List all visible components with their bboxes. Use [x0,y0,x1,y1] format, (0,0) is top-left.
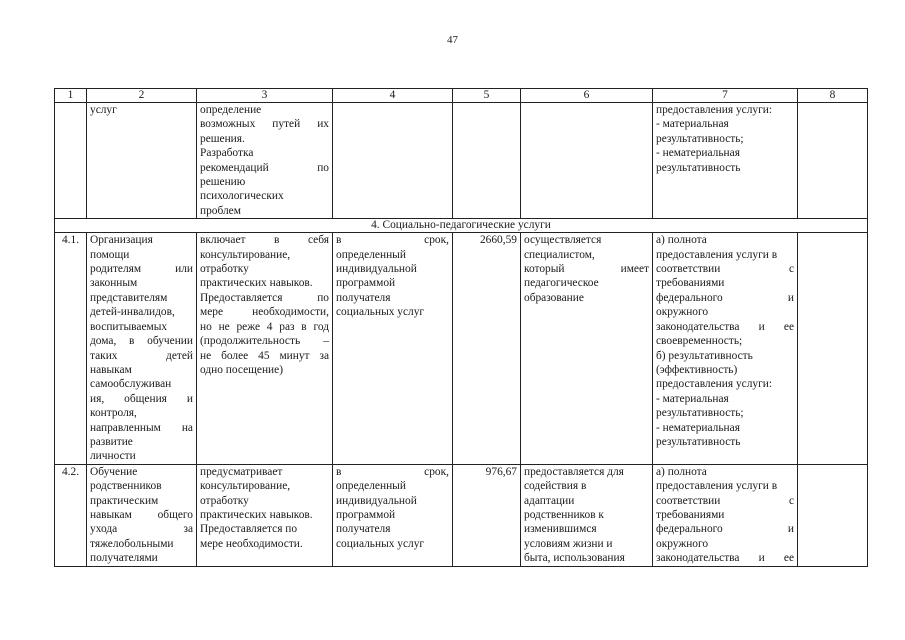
cell-line: услуг [90,104,117,116]
cell-line: предоставления услуги: [656,378,773,391]
cell-line: представителям [90,291,168,304]
cell-line: навыкам общего [90,508,193,521]
cell-line: практических навыков. [200,277,313,290]
cell-line: Предоставляется по [200,523,298,536]
cell-line: практических навыков. [200,508,313,521]
cell-deadline [333,464,453,566]
cell-line: Предоставляется по [200,291,329,304]
cell-conditions [521,103,653,219]
column-number: 5 [453,89,521,103]
cell-line: осуществляется [524,234,602,247]
cell-line: федерального и [656,523,794,536]
column-number-row [55,89,868,103]
cell-line: отработку [200,494,249,507]
cell-line: самообслуживан [90,378,172,391]
cell-line: в срок, [336,465,449,478]
cell-line: возможных путей их [200,118,329,131]
cell-quality-indicators [653,233,798,465]
cell-line: решению [200,176,246,189]
cell-line: получателя [336,523,391,536]
cell-line: социальных услуг [336,537,425,550]
cell-line: своевременность; [656,335,743,348]
cell-line: изменившимся [524,523,597,536]
cell-line: содействия в [524,480,587,493]
cell-line: результативность [656,435,741,448]
cell-line: родителям или [90,263,193,276]
column-number: 8 [798,89,868,103]
column-number: 2 [87,89,197,103]
cell-line: отработку [200,263,249,276]
cell-line: требованиями [656,277,725,290]
cell-line: Разработка [200,147,254,160]
column-number: 3 [197,89,333,103]
cell-line: образование [524,291,584,304]
cell-line: психологических [200,190,284,203]
cell-line: в срок, [336,234,449,247]
cell-line: социальных услуг [336,306,425,319]
cell-line: быта, использования [524,552,625,565]
cell-line: а) полнота [656,234,707,247]
cell-line: помощи [90,248,130,261]
cell-line: законодательства и ее [656,320,794,333]
cell-line: тяжелобольными [90,537,174,550]
cell-extra [798,103,868,219]
cell-line: педагогическое [524,277,599,290]
cell-line: программой [336,277,396,290]
cell-line: (продолжительность – [200,335,329,348]
cell-line: б) результативность [656,349,753,362]
cell-line: соответствии с [656,263,794,276]
table-row [55,233,868,465]
cell-num [55,103,87,219]
column-number: 1 [55,89,87,103]
cell-extra [798,233,868,465]
cell-line: условиям жизни и [524,537,613,550]
page-number: 47 [447,34,458,46]
column-number: 7 [653,89,798,103]
cell-line: окружного [656,306,709,319]
section-title: 4. Социально-педагогические услуги [55,219,868,233]
cell-rate [453,103,521,219]
cell-line: детей-инвалидов, [90,306,175,319]
cell-line: мере необходимости. [200,537,303,550]
cell-line: Обучение [90,465,138,478]
cell-line: предоставления услуги в [656,480,778,493]
cell-service-name [87,233,197,465]
cell-line: практическим [90,494,159,507]
table-row-continued [55,103,868,219]
cell-line: законодательства и ее [656,552,794,565]
cell-line: индивидуальной [336,263,417,276]
cell-line: рекомендаций по [200,161,329,174]
cell-line: определенный [336,480,406,493]
section-row [55,219,868,233]
cell-line: одно посещение) [200,363,283,376]
cell-line: - нематериальная [656,421,740,434]
cell-quality-indicators [653,103,798,219]
cell-line: соответствии с [656,494,794,507]
cell-line: окружного [656,537,709,550]
cell-line: индивидуальной [336,494,417,507]
cell-line: предоставления услуги: [656,104,773,116]
cell-line: - нематериальная [656,147,740,160]
cell-line: результативность; [656,407,744,420]
cell-line: проблем [200,204,241,217]
cell-deadline [333,103,453,219]
cell-extra [798,464,868,566]
cell-line: контроля, [90,407,137,420]
cell-line: родственников к [524,508,604,521]
cell-line: требованиями [656,508,725,521]
cell-line: направленным на [90,421,193,434]
cell-line: навыкам [90,363,132,376]
table-row [55,464,868,566]
cell-line: результативность [656,161,741,174]
column-number: 4 [333,89,453,103]
cell-service-name [87,103,197,219]
services-table [54,88,868,567]
cell-line: - материальная [656,118,729,131]
cell-line: личности [90,450,136,463]
cell-line: предусматривает [200,465,283,478]
cell-line: получателями [90,552,158,565]
cell-num: 4.2. [55,464,87,566]
cell-line: результативность; [656,132,744,145]
cell-line: родственников [90,480,162,493]
cell-rate: 976,67 [453,464,521,566]
cell-line: консультирование, [200,480,291,493]
cell-service-name [87,464,197,566]
cell-line: определение [200,104,262,116]
cell-line: определенный [336,248,406,261]
cell-deadline [333,233,453,465]
cell-line: таких детей [90,349,193,362]
cell-rate: 2660,59 [453,233,521,465]
cell-line: адаптации [524,494,575,507]
cell-line: законным [90,277,138,290]
cell-line: консультирование, [200,248,291,261]
cell-line: дома, в обучении [90,335,193,348]
cell-line: но не реже 4 раз в год [200,320,329,333]
cell-quality-indicators [653,464,798,566]
cell-line: мере необходимости, [200,306,329,319]
cell-line: федерального и [656,291,794,304]
cell-num: 4.1. [55,233,87,465]
cell-line: ия, общения и [90,392,193,405]
cell-line: Организация [90,234,153,247]
cell-conditions [521,233,653,465]
cell-line: предоставляется для [524,465,624,478]
cell-line: развитие [90,435,133,448]
cell-line: не более 45 минут за [200,349,329,362]
cell-conditions [521,464,653,566]
cell-line: программой [336,508,396,521]
cell-line: (эффективность) [656,363,738,376]
cell-line: который имеет [524,263,649,276]
cell-line: а) полнота [656,465,707,478]
cell-line: включает в себя [200,234,329,247]
cell-line: предоставления услуги в [656,248,778,261]
cell-line: ухода за [90,523,193,536]
cell-line: решения. [200,132,245,145]
cell-line: получателя [336,291,391,304]
cell-line: воспитываемых [90,320,168,333]
cell-description [197,464,333,566]
column-number: 6 [521,89,653,103]
cell-description [197,233,333,465]
cell-description [197,103,333,219]
cell-line: - материальная [656,392,729,405]
cell-line: специалистом, [524,248,595,261]
